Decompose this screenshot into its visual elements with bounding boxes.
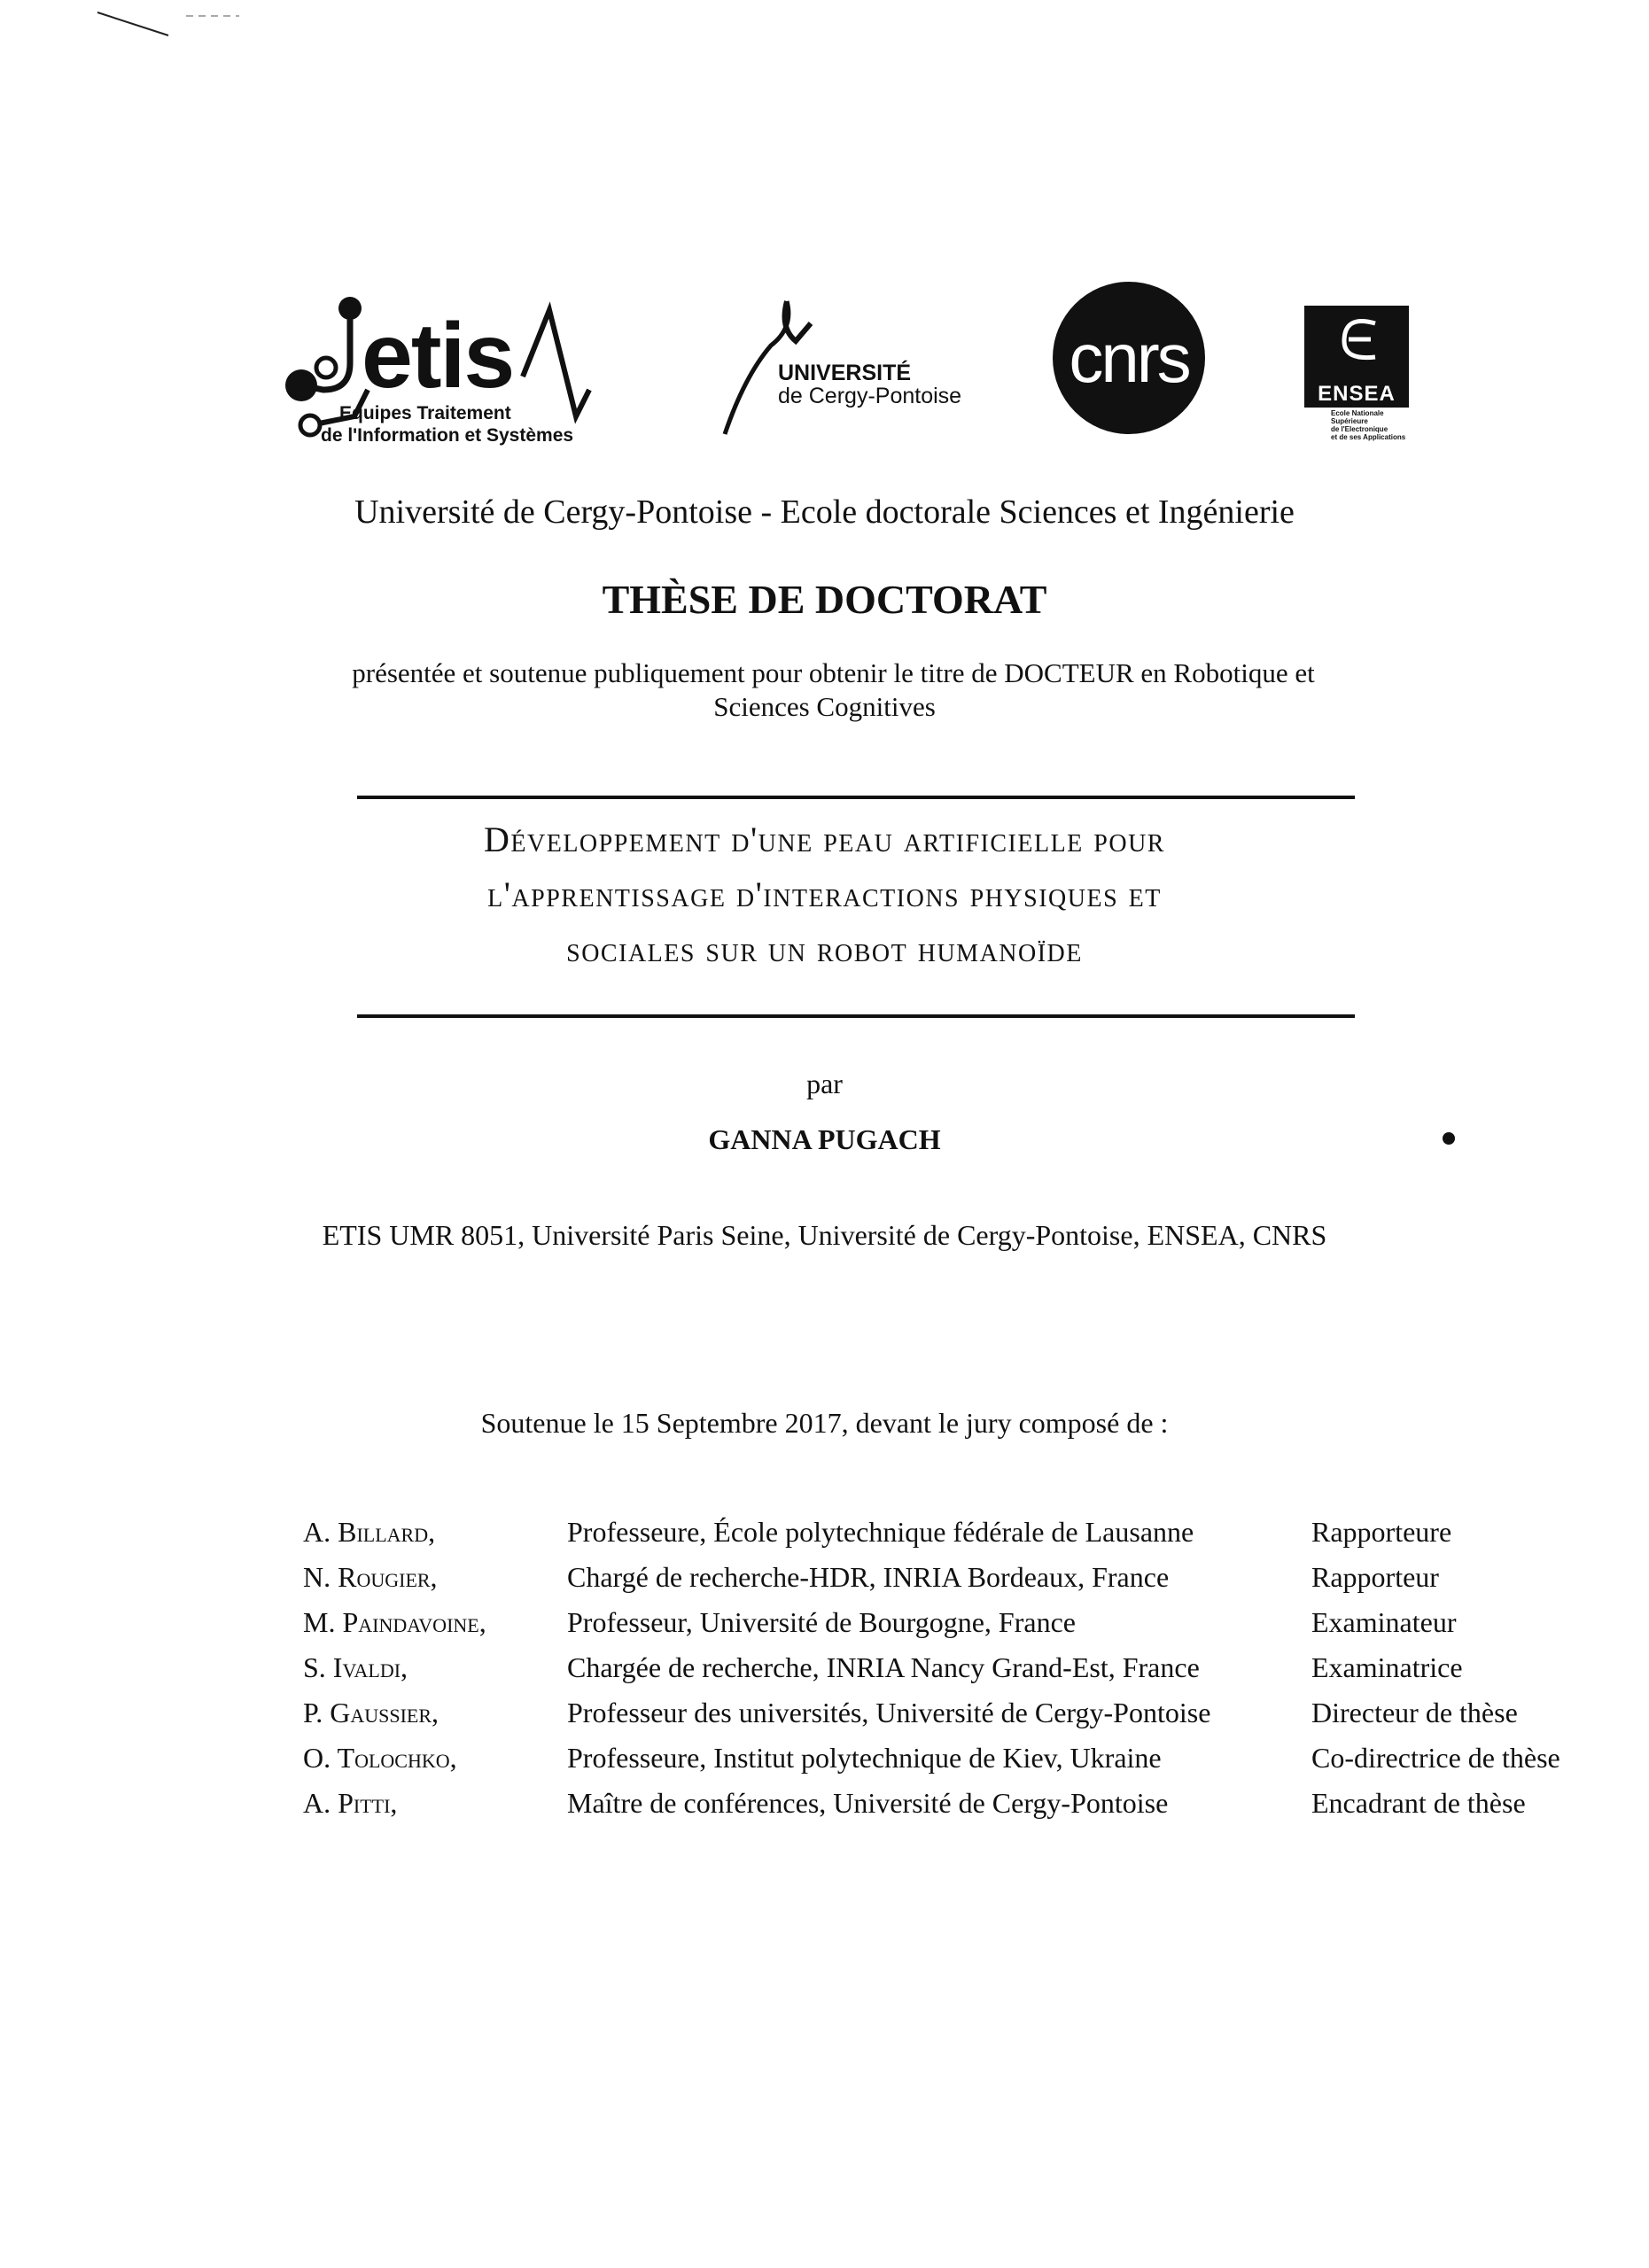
ensea-sub1: Ecole Nationale [1331,409,1384,417]
jury-role: Directeur de thèse [1311,1697,1518,1728]
jury-row [0,1516,1649,1560]
etis-wordmark: etis [362,305,514,408]
ensea-logo [1304,306,1420,447]
jury-role: Rapporteur [1311,1561,1439,1593]
jury-row [0,1561,1649,1605]
etis-subtitle-line2: de l'Information et Systèmes [321,425,574,446]
ucp-logo [718,292,975,443]
jury-row [0,1606,1649,1651]
jury-row [0,1787,1649,1831]
jury-affiliation: Chargée de recherche, INRIA Nancy Grand-Est, France [567,1651,1200,1683]
jury-name: A. Pitti, [303,1787,398,1819]
ensea-sub2: Supérieure [1331,417,1368,425]
jury-role: Co-directrice de thèse [1311,1742,1560,1774]
jury-name: S. Ivaldi, [303,1651,408,1683]
subtitle-line2: Sciences Cognitives [713,691,936,722]
etis-subtitle-line1: Equipes Traitement [339,403,511,423]
jury-role: Examinatrice [1311,1651,1463,1683]
jury-name: P. Gaussier, [303,1697,439,1728]
institution-line: Université de Cergy-Pontoise - Ecole doctorale Sciences et Ingénierie [354,493,1295,531]
title-line3: sociales sur un robot humanoïde [566,929,1083,969]
cnrs-logo [1053,282,1205,434]
author-affiliation: ETIS UMR 8051, Université Paris Seine, Université de Cergy-Pontoise, ENSEA, CNRS [322,1219,1327,1251]
subtitle-line1: présentée et soutenue publiquement pour obtenir le titre de DOCTEUR en Robotique et [352,657,1315,688]
jury-name: A. Billard, [303,1516,436,1548]
jury-affiliation: Professeur, Université de Bourgogne, France [567,1606,1076,1638]
jury-name: N. Rougier, [303,1561,438,1593]
author-name: GANNA PUGACH [708,1123,941,1155]
jury-role: Examinateur [1311,1606,1457,1638]
defense-line: Soutenue le 15 Septembre 2017, devant le jury composé de : [480,1407,1169,1439]
ensea-sub4: et de ses Applications [1331,433,1406,441]
jury-affiliation: Maître de conférences, Université de Cergy-Pontoise [567,1787,1169,1819]
by-label: par [806,1068,843,1099]
ucp-line2: de Cergy-Pontoise [778,384,962,408]
jury-row [0,1742,1649,1786]
jury-affiliation: Professeure, École polytechnique fédérale de Lausanne [567,1516,1194,1548]
jury-name: O. Tolochko, [303,1742,457,1774]
ucp-line1: UNIVERSITÉ [778,361,912,385]
jury-row [0,1651,1649,1696]
ensea-wordmark: ENSEA [1318,382,1396,406]
jury-role: Rapporteure [1311,1516,1452,1548]
title-line2: l'apprentissage d'interactions physiques et [487,874,1162,914]
jury-role: Encadrant de thèse [1311,1787,1526,1819]
jury-affiliation: Professeure, Institut polytechnique de Kiev, Ukraine [567,1742,1162,1774]
jury-affiliation: Chargé de recherche-HDR, INRIA Bordeaux, France [567,1561,1170,1593]
ensea-sub3: de l'Electronique [1331,425,1388,433]
jury-affiliation: Professeur des universités, Université de Cergy-Pontoise [567,1697,1211,1728]
ensea-box [1304,306,1409,408]
title-rule-top [357,796,1355,799]
title-rule-bottom [357,1014,1355,1018]
jury-name: M. Paindavoine, [303,1606,486,1638]
etis-logo [284,292,629,452]
ensea-emblem-icon [1304,306,1409,385]
thesis-type: THÈSE DE DOCTORAT [602,577,1047,622]
cnrs-wordmark: cnrs [1069,318,1189,397]
jury-row [0,1697,1649,1741]
title-line1: Développement d'une peau artificielle pour [484,819,1165,859]
